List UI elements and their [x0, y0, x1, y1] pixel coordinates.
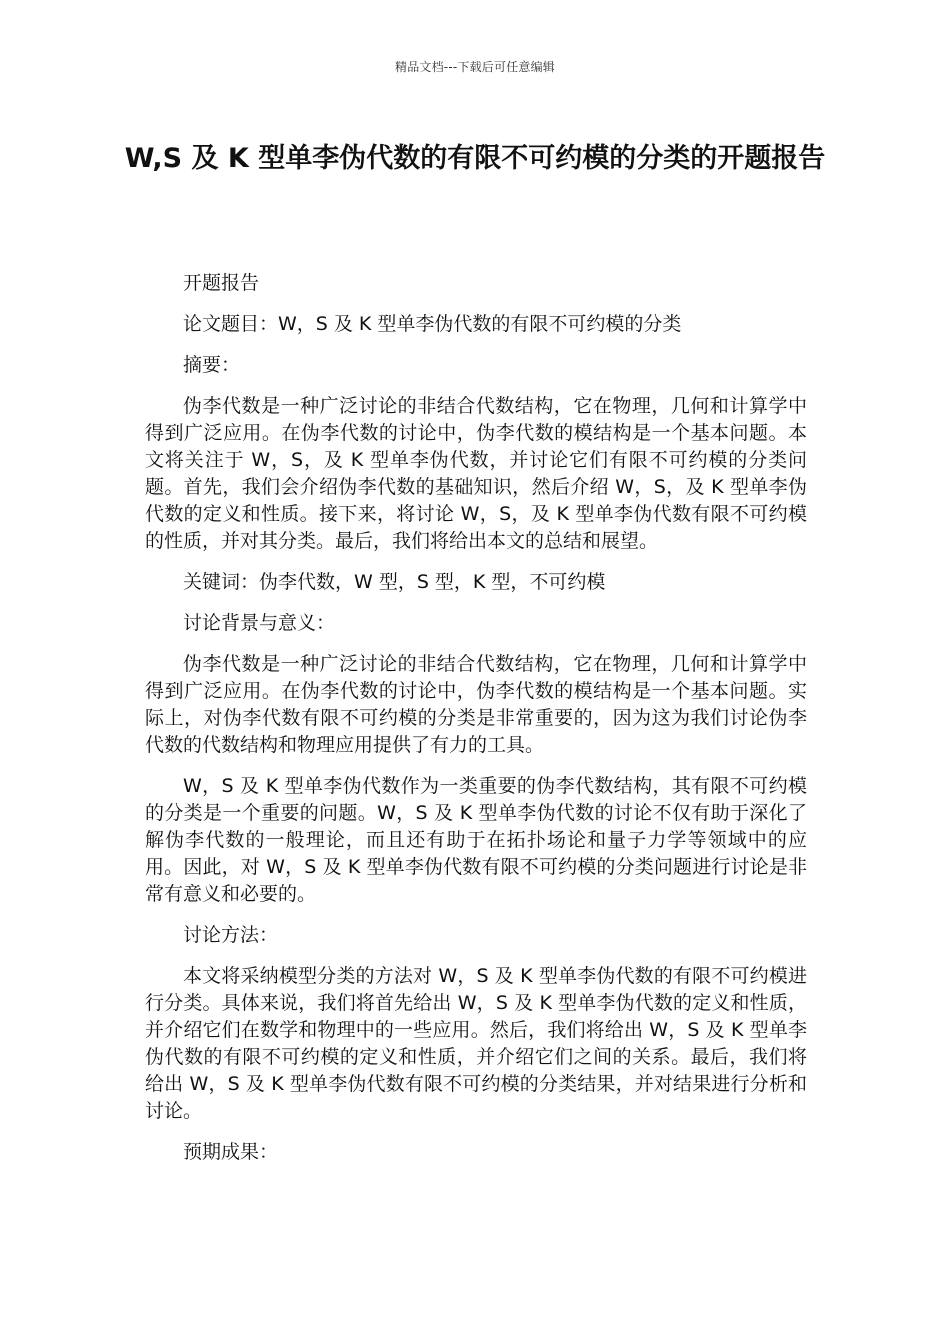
background-paragraph-2: W，S 及 K 型单李伪代数作为一类重要的伪李代数结构，其有限不可约模的分类是一个重要的问题。W，S 及 K 型单李伪代数的讨论不仅有助于深化了解伪李代数的一般理论，而且还有助于在拓扑场论和量子力学等领域中的应用。因此，对 W，S 及 K 型单李伪代数有限不可约模的分类问题进行讨论是非常有意义和必要的。	[145, 775, 807, 905]
section-label-background: 讨论背景与意义：	[183, 612, 336, 634]
background-paragraph-1: 伪李代数是一种广泛讨论的非结合代数结构，它在物理，几何和计算学中得到广泛应用。在伪李代数的讨论中，伪李代数的模结构是一个基本问题。实际上，对伪李代数有限不可约模的分类是非常重要的，因为这为我们讨论伪李代数的代数结构和物理应用提供了有力的工具。	[145, 653, 807, 756]
method-paragraph: 本文将采纳模型分类的方法对 W，S 及 K 型单李伪代数的有限不可约模进行分类。具体来说，我们将首先给出 W，S 及 K 型单李伪代数的定义和性质，并介绍它们在数学和物理中的一些应用。然后，我们将给出 W，S 及 K 型单李伪代数的有限不可约模的定义和性质，并介绍它们之间的关系。最后，我们将给出 W，S 及 K 型单李伪代数有限不可约模的分类结果，并对结果进行分析和讨论。	[145, 965, 807, 1122]
thesis-title-line: 论文题目：W，S 及 K 型单李伪代数的有限不可约模的分类	[183, 313, 682, 335]
abstract-paragraph: 伪李代数是一种广泛讨论的非结合代数结构，它在物理，几何和计算学中得到广泛应用。在伪李代数的讨论中，伪李代数的模结构是一个基本问题。本文将关注于 W，S，及 K 型单李伪代数，并讨论它们有限不可约模的分类问题。首先，我们会介绍伪李代数的基础知识，然后介绍 W，S，及 K 型单李伪代数的定义和性质。接下来，将讨论 W，S，及 K 型单李伪代数有限不可约模的性质，并对其分类。最后，我们将给出本文的总结和展望。	[145, 395, 807, 552]
section-label-method: 讨论方法：	[183, 924, 279, 946]
keywords-line: 关键词：伪李代数，W 型，S 型，K 型，不可约模	[183, 571, 606, 593]
section-label-expected-results: 预期成果：	[183, 1141, 279, 1163]
section-label-proposal: 开题报告	[183, 272, 260, 294]
page-header: 精品文档---下载后可任意编辑	[395, 60, 555, 74]
document-title: W,S 及 K 型单李伪代数的有限不可约模的分类的开题报告	[124, 143, 826, 174]
section-label-abstract: 摘要：	[183, 354, 241, 376]
document-body	[145, 270, 807, 1180]
